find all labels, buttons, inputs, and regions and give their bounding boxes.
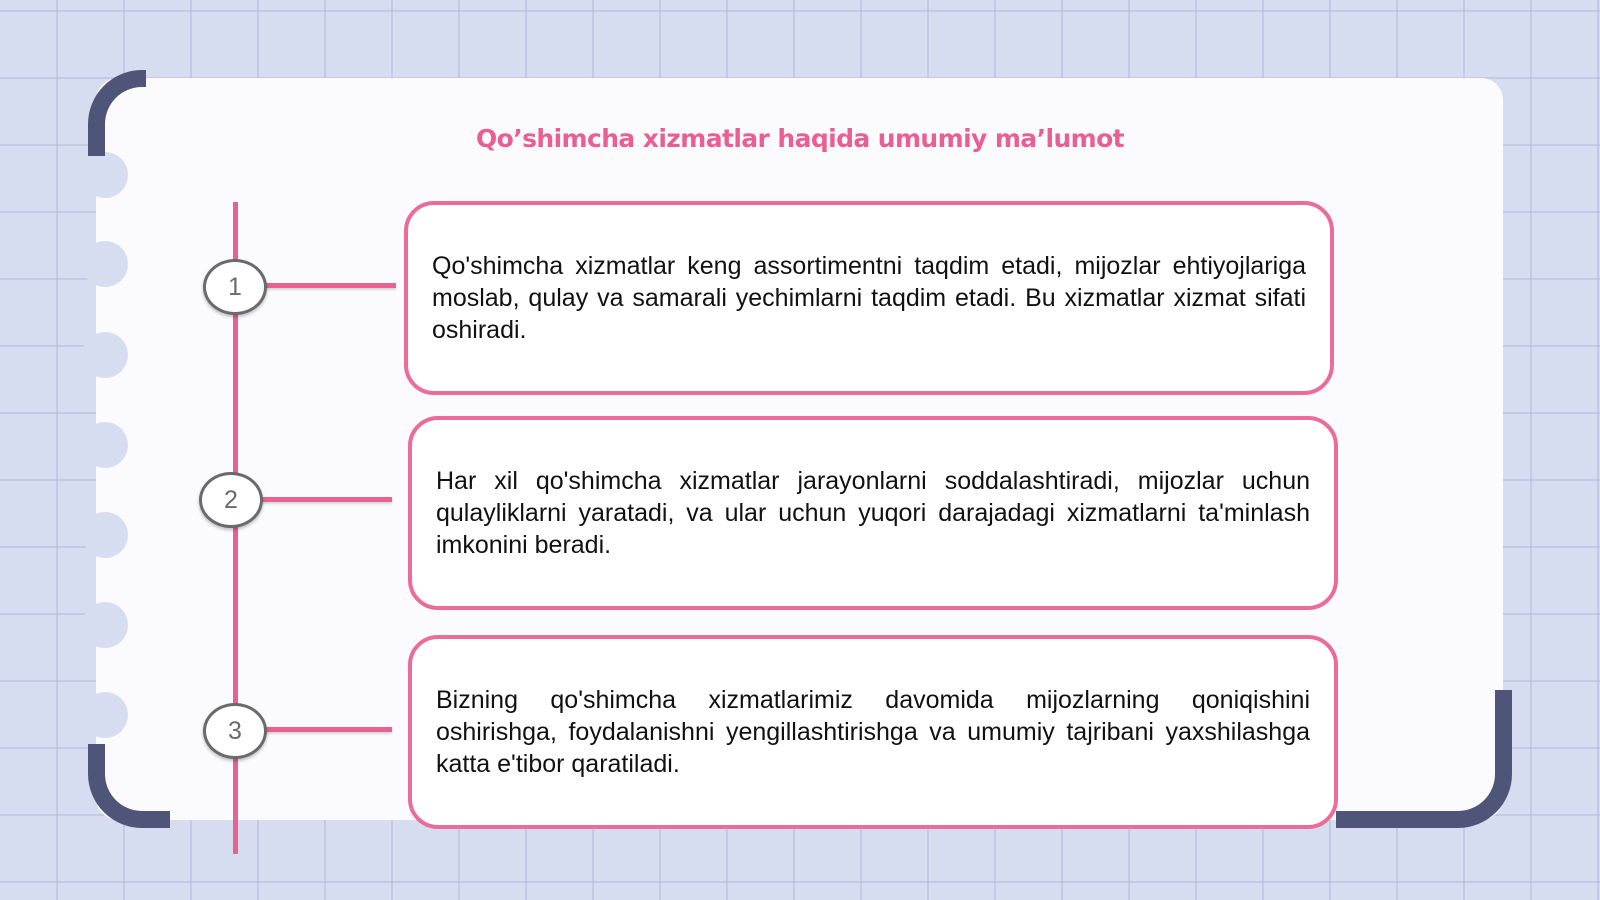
frame-corner-top-left [88,70,146,156]
notebook-scallop [82,422,128,468]
timeline-connector-1 [262,283,396,288]
info-box-3 [408,635,1338,829]
step-number-2 [199,472,263,528]
info-box-text: Qo'shimcha xizmatlar keng assortimentni taqdim etadi, mijozlar ehtiyojlariga moslab, qulay va samarali yechimlarni taqdim etadi. Bu xizmatlar xizmat sifati oshiradi. [432,252,1306,344]
step-number-3 [203,703,267,759]
info-box-text: Har xil qo'shimcha xizmatlar jarayonlarni soddalashtiradi, mijozlar uchun qulayliklarni yaratadi, va ular uchun yuqori darajadagi xizmatlarni ta'minlash imkonini beradi. [436,467,1310,559]
frame-corner-bottom-left [88,744,170,828]
step-number-label: 1 [228,272,242,301]
step-number-1 [203,259,267,315]
step-number-label: 2 [224,485,238,514]
notebook-scallop [82,602,128,648]
timeline-connector-3 [262,727,392,732]
slide-title: Qo’shimcha xizmatlar haqida umumiy ma’lumot [475,124,1125,153]
info-box-2 [408,416,1338,610]
info-box-text: Bizning qo'shimcha xizmatlarimiz davomida mijozlarning qoniqishini oshirishga, foydalanishni yengillashtirishga va umumiy tajribani yaxshilashga katta e'tibor qaratiladi. [436,686,1310,778]
frame-corner-bottom-right [1336,690,1512,828]
info-box-1 [404,201,1334,395]
notebook-scallop [82,692,128,738]
notebook-scallop [82,152,128,198]
timeline-connector-2 [262,497,392,502]
notebook-scallop [82,241,128,287]
notebook-scallop [82,512,128,558]
notebook-scallop [82,332,128,378]
step-number-label: 3 [228,716,242,745]
